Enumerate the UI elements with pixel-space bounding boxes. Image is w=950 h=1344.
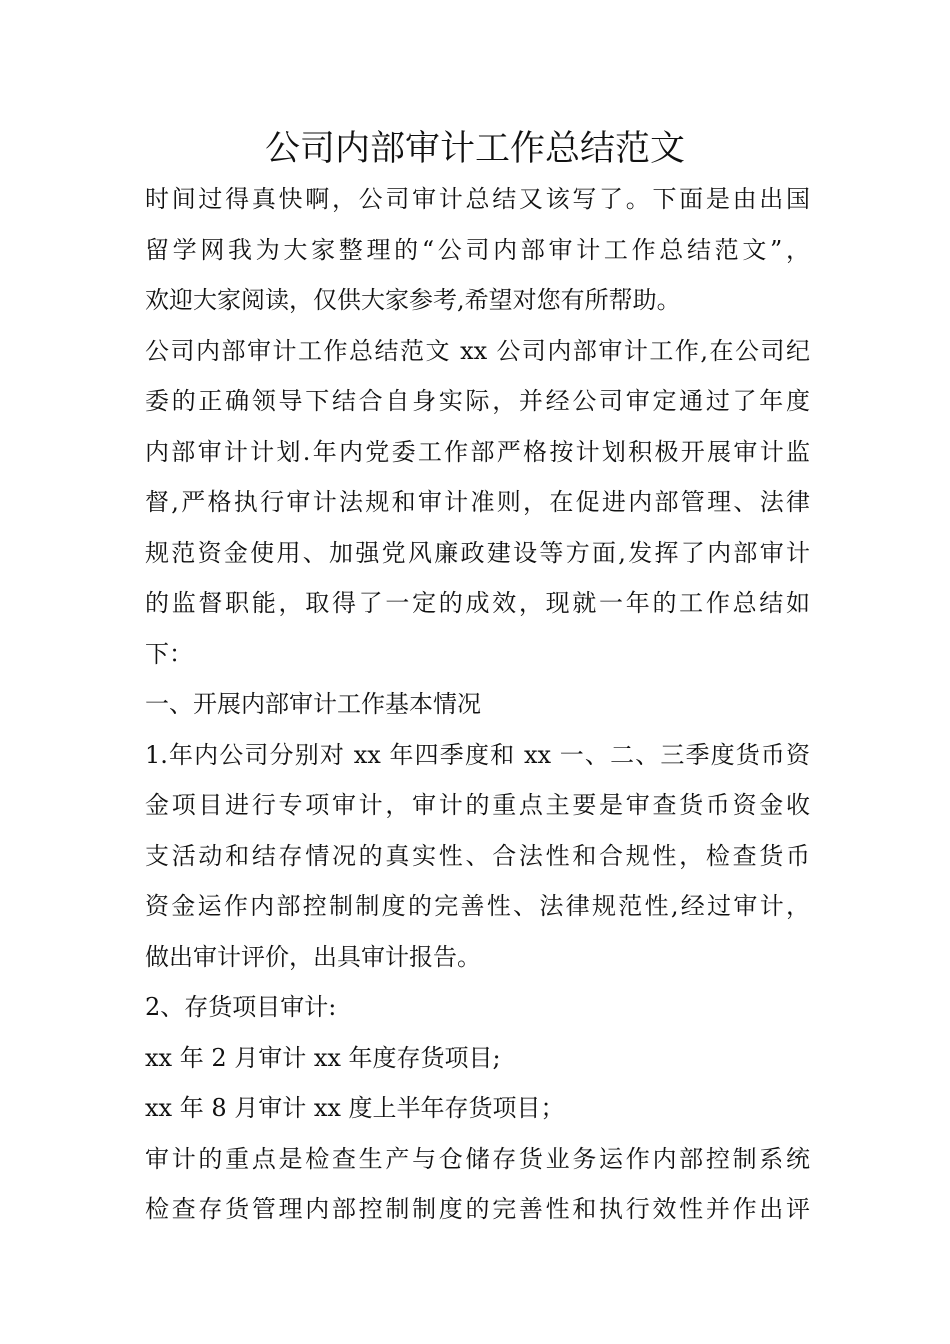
text-line: xx 年 8 月审计 xx 度上半年存货项目；: [145, 1094, 565, 1122]
text-line: 资金运作内部控制制度的完善性、法律规范性,经过审计，: [145, 892, 810, 920]
text-line: 欢迎大家阅读，仅供大家参考,希望对您有所帮助。: [145, 286, 681, 314]
text-line: 内部审计计划.年内党委工作部严格按计划积极开展审计监: [145, 437, 810, 466]
text-line: 做出审计评价，出具审计报告。: [145, 942, 481, 971]
document-title: 公司内部审计工作总结范文: [264, 129, 685, 169]
text-line: 督,严格执行审计法规和审计准则，在促进内部管理、法律: [145, 488, 810, 516]
text-line: xx 年 2 月审计 xx 年度存货项目;: [145, 1043, 501, 1072]
text-line: 委的正确领导下结合自身实际，并经公司审定通过了年度: [145, 387, 810, 415]
document-body: [145, 174, 810, 1235]
text-line: 下：: [145, 639, 193, 668]
subsection-heading: 2、存货项目审计:: [145, 993, 337, 1021]
section-heading: 一、开展内部审计工作基本情况: [145, 690, 481, 718]
text-line: 检查存货管理内部控制制度的完善性和执行效性并作出评: [145, 1195, 810, 1223]
text-line: 规范资金使用、加强党风廉政建设等方面,发挥了内部审计: [145, 538, 810, 567]
text-line: 1.年内公司分别对 xx 年四季度和 xx 一、二、三季度货币资: [145, 740, 810, 769]
text-line: 留学网我为大家整理的“公司内部审计工作总结范文”，: [145, 235, 810, 264]
text-line: 公司内部审计工作总结范文 xx 公司内部审计工作,在公司纪: [145, 336, 810, 365]
text-line: 时间过得真快啊，公司审计总结又该写了。下面是由出国: [145, 185, 810, 213]
text-line: 支活动和结存情况的真实性、合法性和合规性，检查货币: [145, 841, 810, 870]
text-line: 审计的重点是检查生产与仓储存货业务运作内部控制系统: [145, 1144, 810, 1173]
text-line: 的监督职能，取得了一定的成效，现就一年的工作总结如: [145, 589, 810, 617]
text-line: 金项目进行专项审计，审计的重点主要是审查货币资金收: [145, 791, 810, 819]
